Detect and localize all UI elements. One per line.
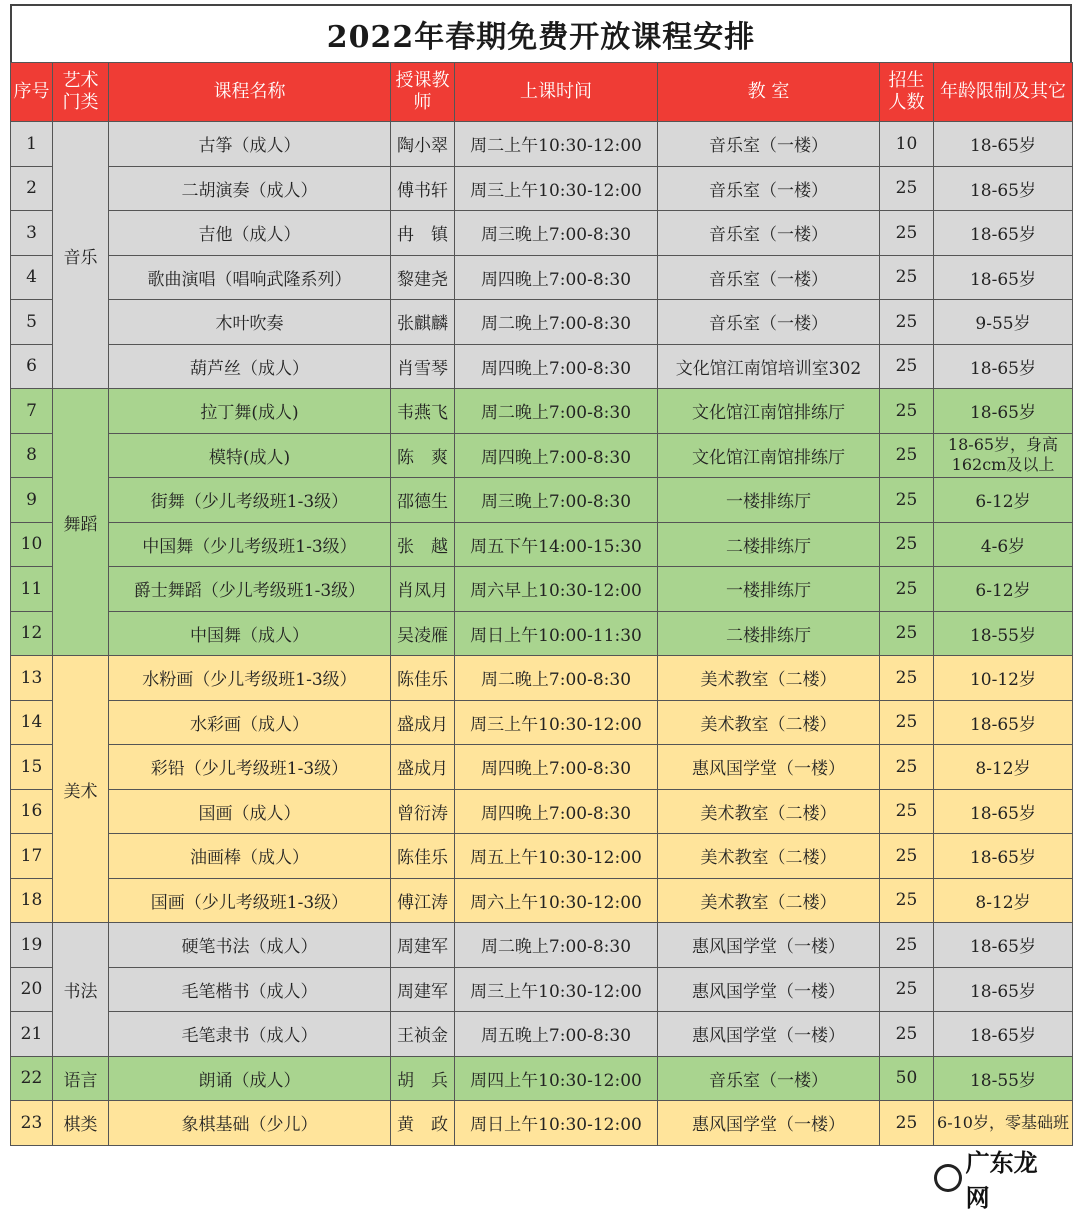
cell-room: 音乐室（一楼） (658, 211, 880, 256)
cell-teacher: 王祯金 (391, 1012, 455, 1057)
cell-course: 歌曲演唱（唱响武隆系列） (109, 255, 391, 300)
table-row (11, 611, 1073, 656)
cell-age: 9-55岁 (934, 300, 1073, 345)
cell-count: 25 (880, 300, 934, 345)
cell-time: 周三晚上7:00-8:30 (455, 211, 658, 256)
cell-age: 6-12岁 (934, 478, 1073, 523)
cell-time: 周日上午10:30-12:00 (455, 1101, 658, 1146)
category-cell: 音乐 (53, 122, 109, 389)
table-row (11, 967, 1073, 1012)
cell-room: 音乐室（一楼） (658, 300, 880, 345)
table-row (11, 344, 1073, 389)
cell-time: 周三上午10:30-12:00 (455, 967, 658, 1012)
cell-no: 23 (11, 1101, 53, 1146)
cell-age: 6-10岁，零基础班 (934, 1101, 1073, 1146)
table-row (11, 789, 1073, 834)
cell-age: 8-12岁 (934, 878, 1073, 923)
cell-course: 爵士舞蹈（少儿考级班1-3级） (109, 567, 391, 612)
cell-time: 周四晚上7:00-8:30 (455, 433, 658, 478)
table-row (11, 122, 1073, 167)
table-row (11, 389, 1073, 434)
header-count: 招生人数 (880, 63, 934, 122)
cell-time: 周二晚上7:00-8:30 (455, 923, 658, 968)
category-cell: 书法 (53, 923, 109, 1057)
logo-icon (934, 1164, 962, 1192)
cell-room: 美术教室（二楼） (658, 656, 880, 701)
cell-room: 文化馆江南馆排练厅 (658, 389, 880, 434)
cell-course: 硬笔书法（成人） (109, 923, 391, 968)
category-cell: 美术 (53, 656, 109, 923)
cell-teacher: 陈佳乐 (391, 834, 455, 879)
cell-age: 18-55岁 (934, 611, 1073, 656)
cell-no: 3 (11, 211, 53, 256)
table-row (11, 211, 1073, 256)
cell-age: 18-55岁 (934, 1056, 1073, 1101)
cell-room: 音乐室（一楼） (658, 1056, 880, 1101)
cell-count: 25 (880, 1101, 934, 1146)
cell-count: 25 (880, 789, 934, 834)
header-age: 年龄限制及其它 (934, 63, 1073, 122)
cell-no: 18 (11, 878, 53, 923)
table-header-row (11, 63, 1073, 122)
cell-time: 周五上午10:30-12:00 (455, 834, 658, 879)
cell-count: 25 (880, 656, 934, 701)
cell-course: 街舞（少儿考级班1-3级） (109, 478, 391, 523)
cell-no: 20 (11, 967, 53, 1012)
cell-room: 美术教室（二楼） (658, 878, 880, 923)
cell-time: 周二晚上7:00-8:30 (455, 389, 658, 434)
cell-time: 周五下午14:00-15:30 (455, 522, 658, 567)
cell-time: 周二晚上7:00-8:30 (455, 300, 658, 345)
cell-age: 18-65岁 (934, 834, 1073, 879)
header-no: 序号 (11, 63, 53, 122)
table-row (11, 478, 1073, 523)
cell-teacher: 陈 爽 (391, 433, 455, 478)
cell-no: 10 (11, 522, 53, 567)
cell-room: 惠风国学堂（一楼） (658, 967, 880, 1012)
cell-course: 象棋基础（少儿） (109, 1101, 391, 1146)
cell-room: 文化馆江南馆培训室302 (658, 344, 880, 389)
cell-time: 周四晚上7:00-8:30 (455, 745, 658, 790)
cell-age: 4-6岁 (934, 522, 1073, 567)
cell-room: 文化馆江南馆排练厅 (658, 433, 880, 478)
cell-room: 二楼排练厅 (658, 611, 880, 656)
cell-count: 25 (880, 166, 934, 211)
cell-teacher: 黄 政 (391, 1101, 455, 1146)
cell-course: 模特(成人) (109, 433, 391, 478)
cell-no: 5 (11, 300, 53, 345)
cell-no: 14 (11, 700, 53, 745)
cell-no: 12 (11, 611, 53, 656)
cell-time: 周日上午10:00-11:30 (455, 611, 658, 656)
cell-room: 美术教室（二楼） (658, 789, 880, 834)
cell-room: 惠风国学堂（一楼） (658, 1101, 880, 1146)
cell-count: 25 (880, 923, 934, 968)
cell-course: 拉丁舞(成人) (109, 389, 391, 434)
cell-time: 周四晚上7:00-8:30 (455, 255, 658, 300)
cell-age: 18-65岁 (934, 700, 1073, 745)
table-row (11, 1056, 1073, 1101)
cell-course: 木叶吹奏 (109, 300, 391, 345)
cell-course: 葫芦丝（成人） (109, 344, 391, 389)
schedule-sheet (10, 4, 1072, 1146)
cell-course: 彩铅（少儿考级班1-3级） (109, 745, 391, 790)
category-cell: 棋类 (53, 1101, 109, 1146)
cell-count: 25 (880, 255, 934, 300)
cell-no: 11 (11, 567, 53, 612)
cell-course: 中国舞（少儿考级班1-3级） (109, 522, 391, 567)
category-cell: 语言 (53, 1056, 109, 1101)
cell-no: 22 (11, 1056, 53, 1101)
table-row (11, 433, 1073, 478)
cell-course: 国画（少儿考级班1-3级） (109, 878, 391, 923)
cell-course: 中国舞（成人） (109, 611, 391, 656)
cell-course: 古筝（成人） (109, 122, 391, 167)
cell-no: 21 (11, 1012, 53, 1057)
cell-teacher: 傅书轩 (391, 166, 455, 211)
cell-no: 9 (11, 478, 53, 523)
cell-no: 6 (11, 344, 53, 389)
table-row (11, 923, 1073, 968)
cell-teacher: 邵德生 (391, 478, 455, 523)
cell-teacher: 冉 镇 (391, 211, 455, 256)
cell-count: 25 (880, 700, 934, 745)
cell-room: 惠风国学堂（一楼） (658, 1012, 880, 1057)
cell-teacher: 韦燕飞 (391, 389, 455, 434)
cell-time: 周五晚上7:00-8:30 (455, 1012, 658, 1057)
category-cell: 舞蹈 (53, 389, 109, 656)
cell-course: 二胡演奏（成人） (109, 166, 391, 211)
cell-age: 8-12岁 (934, 745, 1073, 790)
cell-count: 25 (880, 745, 934, 790)
cell-room: 音乐室（一楼） (658, 122, 880, 167)
cell-time: 周四晚上7:00-8:30 (455, 789, 658, 834)
cell-teacher: 肖凤月 (391, 567, 455, 612)
cell-count: 25 (880, 967, 934, 1012)
cell-teacher: 陈佳乐 (391, 656, 455, 701)
cell-age: 18-65岁 (934, 344, 1073, 389)
cell-count: 25 (880, 1012, 934, 1057)
course-table (10, 62, 1073, 1146)
cell-teacher: 傅江涛 (391, 878, 455, 923)
cell-count: 25 (880, 211, 934, 256)
cell-age: 10-12岁 (934, 656, 1073, 701)
cell-teacher: 周建军 (391, 967, 455, 1012)
cell-time: 周四上午10:30-12:00 (455, 1056, 658, 1101)
cell-time: 周二上午10:30-12:00 (455, 122, 658, 167)
header-time: 上课时间 (455, 63, 658, 122)
cell-room: 一楼排练厅 (658, 567, 880, 612)
cell-count: 25 (880, 389, 934, 434)
header-teacher: 授课教师 (391, 63, 455, 122)
cell-course: 油画棒（成人） (109, 834, 391, 879)
cell-room: 音乐室（一楼） (658, 255, 880, 300)
table-row (11, 700, 1073, 745)
cell-course: 水彩画（成人） (109, 700, 391, 745)
cell-age: 18-65岁 (934, 166, 1073, 211)
cell-room: 惠风国学堂（一楼） (658, 923, 880, 968)
cell-no: 19 (11, 923, 53, 968)
cell-no: 8 (11, 433, 53, 478)
cell-room: 一楼排练厅 (658, 478, 880, 523)
cell-teacher: 盛成月 (391, 700, 455, 745)
cell-course: 吉他（成人） (109, 211, 391, 256)
cell-age: 18-65岁 (934, 122, 1073, 167)
cell-course: 国画（成人） (109, 789, 391, 834)
cell-room: 美术教室（二楼） (658, 700, 880, 745)
cell-age: 18-65岁 (934, 1012, 1073, 1057)
watermark-text: 广东龙网 (965, 1149, 1038, 1212)
cell-course: 毛笔隶书（成人） (109, 1012, 391, 1057)
cell-no: 17 (11, 834, 53, 879)
cell-teacher: 张麒麟 (391, 300, 455, 345)
table-row (11, 834, 1073, 879)
cell-age: 18-65岁 (934, 923, 1073, 968)
cell-teacher: 周建军 (391, 923, 455, 968)
cell-count: 25 (880, 567, 934, 612)
cell-teacher: 曾衍涛 (391, 789, 455, 834)
cell-time: 周二晚上7:00-8:30 (455, 656, 658, 701)
cell-no: 7 (11, 389, 53, 434)
cell-no: 15 (11, 745, 53, 790)
cell-room: 惠风国学堂（一楼） (658, 745, 880, 790)
cell-time: 周三上午10:30-12:00 (455, 700, 658, 745)
cell-age: 18-65岁 (934, 211, 1073, 256)
cell-teacher: 肖雪琴 (391, 344, 455, 389)
table-row (11, 1012, 1073, 1057)
cell-course: 毛笔楷书（成人） (109, 967, 391, 1012)
cell-no: 16 (11, 789, 53, 834)
table-row (11, 567, 1073, 612)
table-row (11, 166, 1073, 211)
cell-age: 18-65岁 (934, 389, 1073, 434)
cell-teacher: 盛成月 (391, 745, 455, 790)
cell-time: 周三上午10:30-12:00 (455, 166, 658, 211)
cell-room: 美术教室（二楼） (658, 834, 880, 879)
table-row (11, 522, 1073, 567)
cell-age: 18-65岁 (934, 967, 1073, 1012)
cell-teacher: 吴凌雁 (391, 611, 455, 656)
header-course: 课程名称 (109, 63, 391, 122)
cell-teacher: 黎建尧 (391, 255, 455, 300)
cell-age: 18-65岁 (934, 789, 1073, 834)
table-row (11, 656, 1073, 701)
cell-room: 音乐室（一楼） (658, 166, 880, 211)
cell-count: 25 (880, 433, 934, 478)
cell-count: 25 (880, 522, 934, 567)
cell-teacher: 胡 兵 (391, 1056, 455, 1101)
cell-age: 18-65岁 (934, 255, 1073, 300)
cell-no: 2 (11, 166, 53, 211)
cell-time: 周六早上10:30-12:00 (455, 567, 658, 612)
cell-room: 二楼排练厅 (658, 522, 880, 567)
cell-age: 6-12岁 (934, 567, 1073, 612)
table-row (11, 1101, 1073, 1146)
cell-no: 1 (11, 122, 53, 167)
table-row (11, 300, 1073, 345)
table-row (11, 255, 1073, 300)
page-title: 2022年春期免费开放课程安排 (10, 4, 1072, 62)
header-category: 艺术门类 (53, 63, 109, 122)
cell-teacher: 张 越 (391, 522, 455, 567)
cell-count: 50 (880, 1056, 934, 1101)
cell-time: 周六上午10:30-12:00 (455, 878, 658, 923)
cell-count: 25 (880, 878, 934, 923)
cell-time: 周四晚上7:00-8:30 (455, 344, 658, 389)
cell-count: 25 (880, 344, 934, 389)
cell-course: 水粉画（少儿考级班1-3级） (109, 656, 391, 701)
cell-age: 18-65岁，身高162cm及以上 (934, 433, 1073, 478)
cell-count: 25 (880, 478, 934, 523)
site-watermark (934, 1149, 1060, 1212)
cell-count: 10 (880, 122, 934, 167)
header-room: 教 室 (658, 63, 880, 122)
table-row (11, 745, 1073, 790)
cell-time: 周三晚上7:00-8:30 (455, 478, 658, 523)
cell-no: 13 (11, 656, 53, 701)
cell-course: 朗诵（成人） (109, 1056, 391, 1101)
cell-count: 25 (880, 611, 934, 656)
cell-teacher: 陶小翠 (391, 122, 455, 167)
cell-no: 4 (11, 255, 53, 300)
table-row (11, 878, 1073, 923)
cell-count: 25 (880, 834, 934, 879)
